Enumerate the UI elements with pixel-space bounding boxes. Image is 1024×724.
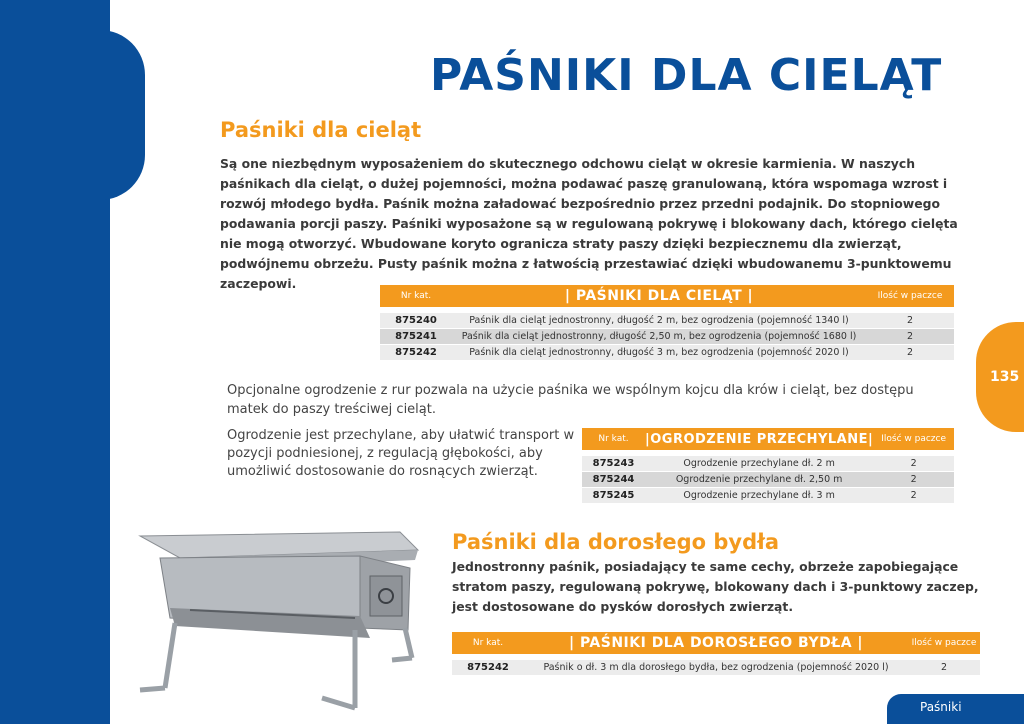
table-row: [380, 329, 954, 345]
table-title-text: PAŚNIKI DLA DOROSŁEGO BYDŁA: [579, 635, 853, 651]
row-desc: Ogrodzenie przechylane dł. 2,50 m: [645, 472, 873, 488]
row-qty: 2: [908, 660, 980, 676]
table-title-text: OGRODZENIE PRZECHYLANE: [650, 431, 869, 447]
table-header: [582, 428, 954, 450]
table-title: | PAŚNIKI DLA DOROSŁEGO BYDŁA |: [524, 632, 908, 654]
row-qty: 2: [873, 488, 954, 504]
page-number: 135: [990, 369, 1020, 385]
row-code: 875241: [380, 329, 452, 345]
footer-label: Paśniki: [920, 700, 962, 714]
table-row: [582, 472, 954, 488]
row-qty: 2: [866, 313, 954, 329]
table-header: [380, 285, 954, 307]
table-tilt-fence: [582, 428, 954, 504]
section-paragraph-calves: Są one niezbędnym wyposażeniem do skutecznego odchowu cieląt w okresie karmienia. W naszych paśnikach dla cieląt, o dużej pojemności, można podawać paszę granulowaną, która wspomaga wzrost i rozwój młodego bydła. Paśnik można załadować bezpośrednio przez przedni podajnik. Do stopniowego podawania porcji paszy. Paśniki wyposażone są w regulowaną pokrywę i blokowany dach, którego cielęta nie mogą otworzyć. Wbudowane koryto ogranicza straty paszy dzięki bezpiecznemu dla zwierząt, podwójnemu obrzeżu. Pusty paśnik można z łatwością przestawiać dzięki wbudowanemu 3-punktowemu zaczepowi.: [220, 156, 958, 291]
section-heading-adult-cattle: Paśniki dla dorosłego bydła: [452, 530, 780, 554]
col-nr-kat: Nr kat.: [380, 285, 452, 307]
row-desc: Paśnik dla cieląt jednostronny, długość 2,50 m, bez ogrodzenia (pojemność 1680 l): [452, 329, 866, 345]
row-qty: 2: [866, 329, 954, 345]
row-qty: 2: [873, 456, 954, 472]
table-title: | PAŚNIKI DLA CIELĄT |: [452, 285, 866, 307]
row-desc: Paśnik dla cieląt jednostronny, długość 3 m, bez ogrodzenia (pojemność 2020 l): [452, 345, 866, 361]
row-code: 875243: [582, 456, 645, 472]
section-heading-calves: Paśniki dla cieląt: [220, 118, 422, 142]
section-paragraph-adult-cattle: Jednostronny paśnik, posiadający te same cechy, obrzeże zapobiegające stratom paszy, regulowaną pokrywę, blokowany dach i 3-punktowy zaczep, jest dostosowane do pysków dorosłych zwierząt.: [452, 559, 979, 614]
col-quantity: Ilość w paczce: [866, 285, 954, 307]
table-row: [582, 488, 954, 504]
row-desc: Ogrodzenie przechylane dł. 2 m: [645, 456, 873, 472]
row-desc: Paśnik o dł. 3 m dla dorosłego bydła, bez ogrodzenia (pojemność 2020 l): [524, 660, 908, 676]
row-desc: Paśnik dla cieląt jednostronny, długość 2 m, bez ogrodzenia (pojemność 1340 l): [452, 313, 866, 329]
row-code: 875242: [452, 660, 524, 676]
row-qty: 2: [873, 472, 954, 488]
table-row: [380, 345, 954, 361]
col-quantity: Ilość w paczce: [908, 632, 980, 654]
table-title: |OGRODZENIE PRZECHYLANE|: [645, 428, 873, 450]
left-blue-tab: [90, 30, 145, 200]
table-header: [452, 632, 980, 654]
table-row: [380, 313, 954, 329]
optional-fence-text: Opcjonalne ogrodzenie z rur pozwala na użycie paśnika we wspólnym kojcu dla krów i cieląt, bez dostępu matek do paszy treściwej cieląt.: [227, 383, 914, 417]
col-nr-kat: Nr kat.: [452, 632, 524, 654]
row-code: 875244: [582, 472, 645, 488]
row-code: 875242: [380, 345, 452, 361]
tilt-fence-text: Ogrodzenie jest przechylane, aby ułatwić transport w pozycji podniesionej, z regulacją głębokości, aby umożliwić dostosowanie do rosnących zwierząt.: [227, 428, 575, 479]
table-title-text: PAŚNIKI DLA CIELĄT: [575, 288, 743, 304]
page-title: PAŚNIKI DLA CIELĄT: [430, 50, 943, 101]
col-nr-kat: Nr kat.: [582, 428, 645, 450]
row-code: 875245: [582, 488, 645, 504]
row-code: 875240: [380, 313, 452, 329]
table-calf-feeders: [380, 285, 954, 361]
table-adult-feeders: [452, 632, 980, 676]
col-quantity: Ilość w paczce: [873, 428, 954, 450]
table-row: [452, 660, 980, 676]
row-qty: 2: [866, 345, 954, 361]
feeder-photo: [130, 498, 430, 716]
table-row: [582, 456, 954, 472]
row-desc: Ogrodzenie przechylane dł. 3 m: [645, 488, 873, 504]
